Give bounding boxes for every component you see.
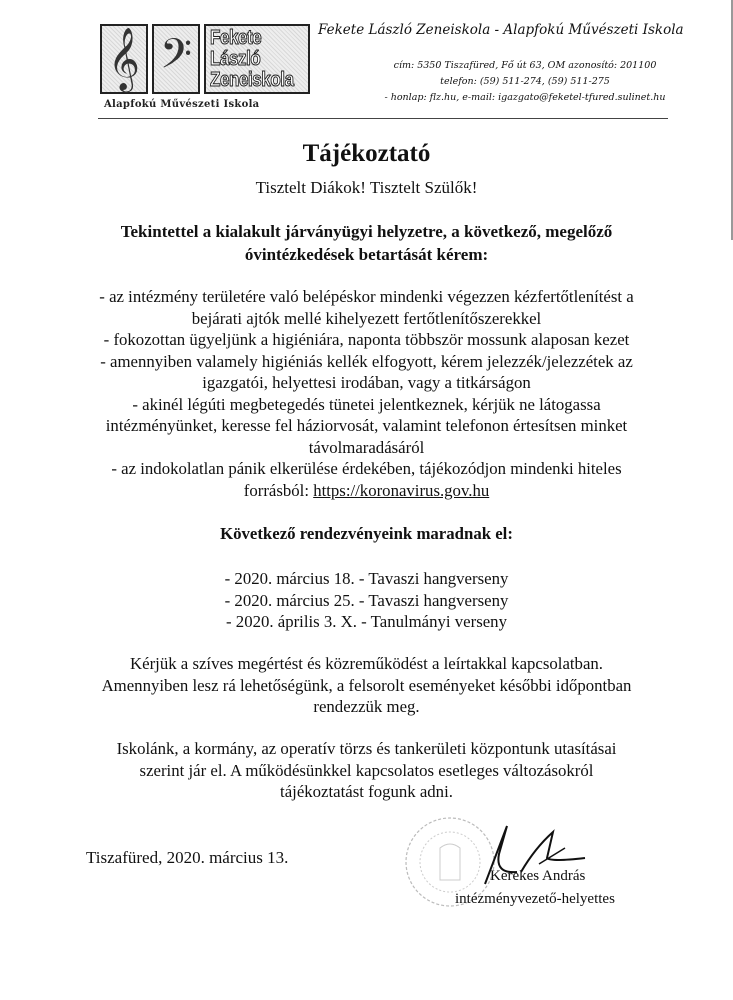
- rule-line: bejárati ajtók mellé kihelyezett fertőtlenítőszerekkel: [191, 308, 542, 328]
- signer-role: intézményvezető-helyettes: [455, 891, 615, 907]
- logo-line: Zeneiskola: [210, 68, 294, 91]
- rule-line: igazgatói, helyettesi irodában, vagy a titkárságon: [202, 373, 531, 392]
- school-logo: [204, 24, 310, 94]
- document-title: Tájékoztató: [302, 140, 431, 167]
- school-name: Fekete László Zeneiskola - Alapfokú Művészeti Iskola: [318, 22, 684, 38]
- paragraph-line: Kérjük a szíves megértést és közreműködést a leírtakkal kapcsolatban.: [130, 654, 603, 673]
- event-item: - 2020. április 3. X. - Tanulmányi verseny: [226, 612, 507, 631]
- understanding-paragraph: [0, 653, 733, 718]
- paragraph-line: tájékoztatást fogunk adni.: [280, 782, 453, 801]
- logo-line: László: [210, 47, 261, 70]
- intro-line: Tekintettel a kialakult járványügyi helyzetre, a következő, megelőző: [120, 222, 613, 241]
- rule-source-label: forrásból:: [243, 480, 314, 500]
- rule-line: - akinél légúti megbetegedés tünetei jelentkeznek, kérjük ne látogassa: [132, 394, 601, 414]
- paragraph-line: Amennyiben lesz rá lehetőségünk, a felsorolt eseményeket későbbi időpontban: [101, 675, 632, 695]
- event-item: - 2020. március 25. - Tavaszi hangverseny: [224, 590, 509, 610]
- rule-line: - fokozottan ügyeljünk a higiéniára, naponta többször mossunk alaposan kezet: [103, 330, 630, 349]
- intro-line: óvintézkedések betartását kérem:: [244, 245, 489, 264]
- events-heading: Következő rendezvényeink maradnak el:: [220, 524, 513, 543]
- cancelled-events-list: [0, 568, 733, 633]
- rule-line: - amennyiben valamely higiéniás kellék elfogyott, kérem jelezzék/jelezzétek az: [100, 351, 633, 371]
- rule-line: intézményünket, keresse fel háziorvosát, valamint telefonon értesítsen minket: [105, 416, 628, 435]
- greeting: Tisztelt Diákok! Tisztelt Szülők!: [255, 178, 478, 197]
- rule-line: [0, 480, 733, 502]
- instructions-paragraph: [0, 738, 733, 803]
- precaution-list: [0, 286, 733, 501]
- rule-line: - az indokolatlan pánik elkerülése érdekében, tájékozódjon mindenki hiteles: [111, 459, 622, 478]
- signer-name: Kerekes András: [490, 868, 586, 884]
- paragraph-line: szerint jár el. A működésünkkel kapcsolatos esetleges változásokról: [139, 760, 594, 780]
- paragraph-line: Iskolánk, a kormány, az operatív törzs és tankerületi központunk utasításai: [116, 739, 617, 758]
- logo-line: Fekete: [210, 26, 262, 49]
- letterhead-divider: [98, 118, 668, 119]
- bass-clef-icon: 𝄢: [152, 24, 200, 94]
- paragraph-line: rendezzük meg.: [313, 697, 420, 716]
- event-item: - 2020. március 18. - Tavaszi hangverseny: [224, 569, 509, 588]
- school-phone: telefon: (59) 511-274, (59) 511-275: [440, 76, 610, 87]
- treble-clef-icon: 𝄞: [100, 24, 148, 94]
- rule-line: távolmaradásáról: [308, 437, 425, 457]
- intro-heading: [0, 220, 733, 266]
- place-date: Tiszafüred, 2020. március 13.: [86, 848, 289, 867]
- rule-line: - az intézmény területére való belépéskor mindenki végezzen kézfertőtlenítést a: [99, 287, 634, 306]
- school-web-email: - honlap: flz.hu, e-mail: igazgato@feketel-tfured.sulinet.hu: [384, 92, 666, 103]
- school-address: cím: 5350 Tiszafüred, Fő út 63, OM azonosító: 201100: [393, 60, 657, 71]
- koronavirus-link[interactable]: https://koronavirus.gov.hu: [313, 480, 490, 500]
- logo-tagline: Alapfokú Művészeti Iskola: [104, 99, 260, 110]
